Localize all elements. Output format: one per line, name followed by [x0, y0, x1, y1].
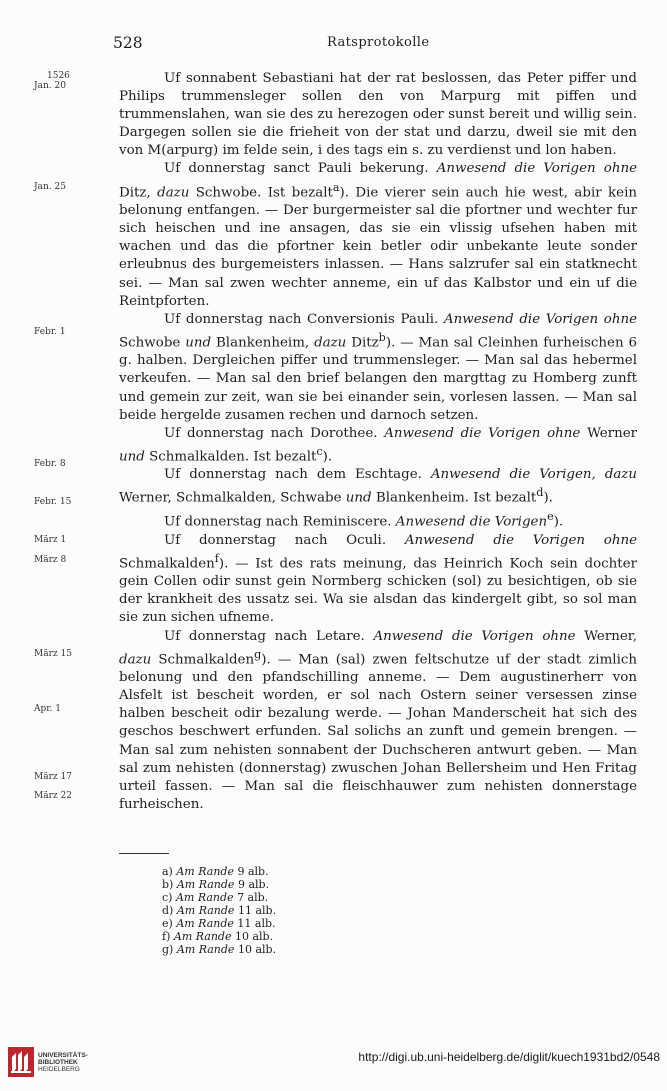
footnote: a) Am Rande 9 alb.	[162, 865, 269, 878]
margin-date: Jan. 20	[34, 81, 66, 91]
entry-febr-15: Uf donnerstag nach dem Eschtage. Anwesend die Vorigen, dazu Werner, Schmalkalden, Schwabe und Blankenheim. Ist bezalt$^d$).	[119, 467, 637, 506]
entry-maerz-8: Uf donnerstag nach Oculi. Anwesend die Vorigen ohne Schmalkalden$^f$). — Ist des rats meinung, das Heinrich Koch sein dochter gein Collen odir sunst gein Normberg schicken (sol) zu besichtigen, ob sie der krankheit des ussatz sei. Wa sie alsdan das kindergelt gibt, so sol man sie zun sichen ufneme.	[119, 532, 637, 626]
entry-febr-1: Uf donnerstag nach Conversionis Pauli. Anwesend die Vorigen ohne Schwobe und Blankenheim, dazu Ditz$^b$). — Man sal Cleinhen furheischen 6 g. halben. Dergleichen piffer und trummensleger. — Man sal das hebermel verkeufen. — Man sal den brief belangen den margttag zu Homberg zunft und gemein zur zeit, wan sie bei einander sein, vorlesen lassen. — Man sal beide hergelde zusamen rechen und darnoch setzen.	[119, 311, 638, 423]
margin-date: Apr. 1	[34, 704, 62, 714]
margin-date: Febr. 15	[34, 497, 72, 507]
footnote-ref: d	[536, 486, 544, 500]
library-name: UNIVERSITÄTS- BIBLIOTHEK HEIDELBERG	[38, 1052, 88, 1074]
footnote-divider	[119, 853, 169, 854]
margin-date: März 15	[34, 649, 72, 659]
footnote: c) Am Rande 7 alb.	[162, 891, 269, 904]
footnote: f) Am Rande 10 alb.	[162, 930, 274, 943]
footnote-ref: c	[316, 444, 323, 458]
protocol-text	[119, 70, 637, 814]
footnote: g) Am Rande 10 alb.	[162, 943, 277, 956]
margin-date: Febr. 8	[34, 459, 66, 469]
margin-year: 1526	[47, 71, 70, 81]
footnote: d) Am Rande 11 alb.	[162, 904, 277, 917]
entry-jan-20: Uf sonnabent Sebastiani hat der rat beslossen, das Peter piffer und Philips trummensleger sollen den von Marpurg mit piffen und trummenslahen, wan sie des zu herezogen oder sunst bereit und willig sein. Dargegen sollen sie die frieheit von der stat und darzu, dweil sie mit den von M(arpurg) im felde sein, i des tags ein s. zu verdienst und lon haben.	[119, 71, 637, 159]
footnote: e) Am Rande 11 alb.	[162, 917, 276, 930]
margin-date: März 8	[34, 555, 67, 565]
entry-maerz-1: Uf donnerstag nach Reminiscere. Anwesend die Vorigen$^e$).	[164, 510, 564, 530]
margin-date: Febr. 1	[34, 327, 66, 337]
library-logo-icon	[8, 1047, 34, 1077]
margin-date: Jan. 25	[34, 182, 66, 192]
running-title: Ratsprotokolle	[327, 35, 430, 50]
footnote-ref: e	[547, 510, 554, 524]
margin-date: März 1	[34, 535, 67, 545]
margin-date: März 22	[34, 791, 72, 801]
margin-date: März 17	[34, 772, 72, 782]
footer	[0, 1040, 667, 1091]
permalink[interactable]: http://digi.ub.uni-heidelberg.de/diglit/kuech1931bd2/0548	[358, 1050, 660, 1064]
footnote-ref: a	[332, 180, 340, 194]
entry-jan-25: Uf donnerstag sanct Pauli bekerung. Anwesend die Vorigen ohne Ditz, dazu Schwobe. Ist bezalt$^a$). Die vierer sein auch hie west, abir kein belonung entfangen. — Der burgermeister sal die pfortner und wechter fur sich heischen und ine ansagen, das sie ein vlissig ufsehen haben mit wachen und das die pfortner kein betler odir unbekante leute sonder erleubnus des burgemeisters inlassen. — Hans salzrufer sal ein statknecht sei. — Man sal zwen wechter anneme, ein uf das Kalbstor und ein uf die Reintpforten.	[119, 161, 637, 309]
footnote-ref: b	[378, 330, 386, 344]
footnote: b) Am Rande 9 alb.	[162, 878, 270, 891]
footnote-ref: g	[254, 647, 262, 661]
page-number: 528	[113, 34, 143, 52]
footnote-ref: f	[214, 551, 219, 565]
entry-febr-8: Uf donnerstag nach Dorothee. Anwesend die Vorigen ohne Werner und Schmalkalden. Ist bezalt$^c$).	[119, 425, 638, 465]
entry-maerz-15: Uf donnerstag nach Letare. Anwesend die Vorigen ohne Werner, dazu Schmalkalden$^g$). — Man (sal) zwen feltschutze uf der stadt zimlich belonung und den pfandschilling anneme. — Dem augustinerherr von Alsfelt ist bescheit worden, er sol nach Ostern seiner versessen zinse halben bescheit odir bezalung werde. — Johan Manderscheit hat sich des geschos beschwert erfunden. Sal solichs an zunft und gemein brengen. — Man sal zum nehisten sonnabent der Duchscheren antwurt geben. — Man sal zum nehisten (donnerstag) zwuschen Johan Bellersheim und Hen Fritag urteil fassen. — Man sal die fleischhauwer zum nehisten donnerstage furheischen.	[119, 628, 637, 812]
